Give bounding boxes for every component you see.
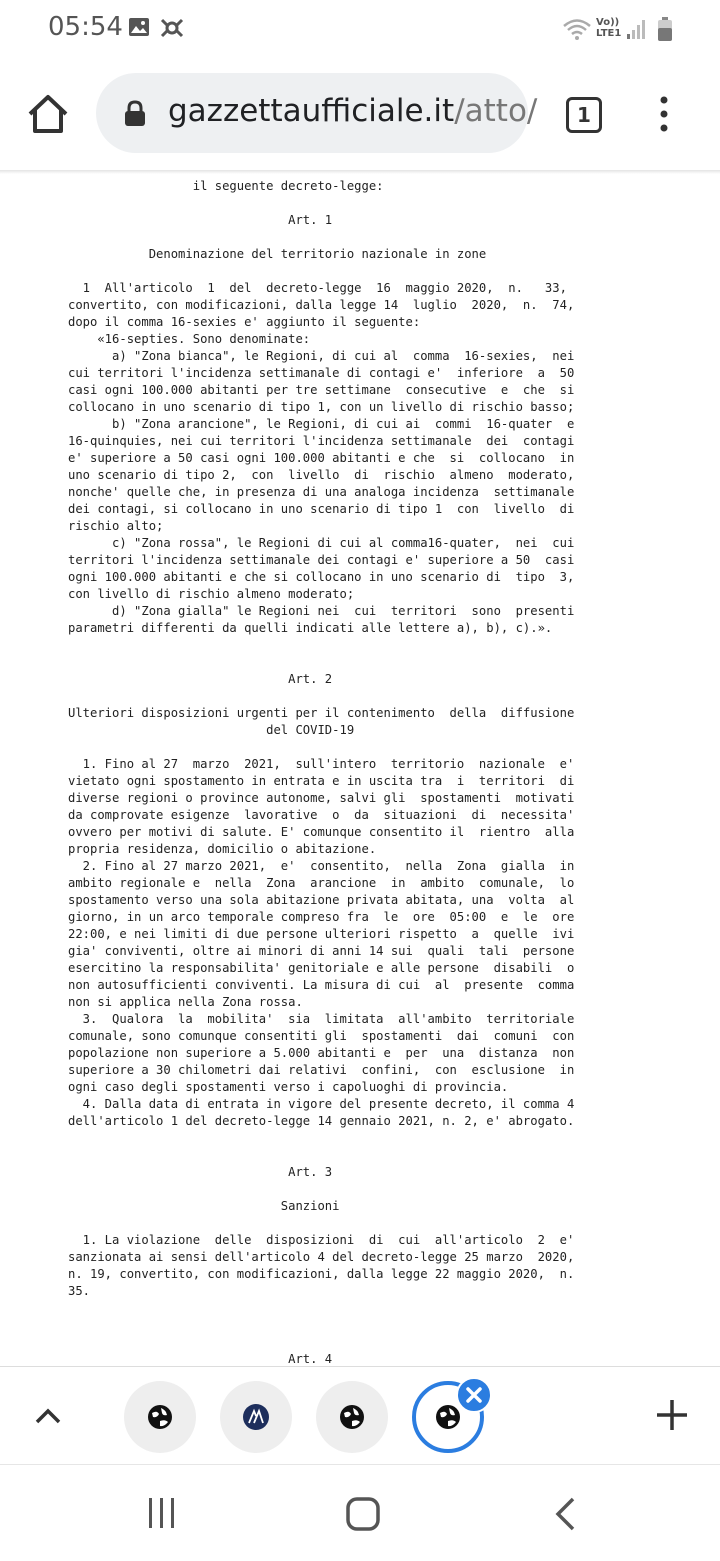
lock-icon	[124, 101, 146, 131]
wifi-icon	[562, 18, 592, 44]
globe-icon	[147, 1404, 173, 1430]
doc-line: parametri differenti da quelli indicati alle lettere a), b), c).».	[68, 621, 553, 635]
status-time: 05:54	[48, 12, 123, 42]
doc-line: 4. Dalla data di entrata in vigore del presente decreto, il comma 4	[68, 1097, 575, 1111]
network-label: Vo)) LTE1	[596, 17, 622, 39]
app-notification-icon	[160, 16, 184, 44]
doc-line: Ulteriori disposizioni urgenti per il contenimento della diffusione	[68, 706, 575, 720]
doc-line: superiore a 30 chilometri dai relativi confini, con esclusione in	[68, 1063, 575, 1077]
doc-line: 1 All'articolo 1 del decreto-legge 16 maggio 2020, n. 33,	[68, 281, 567, 295]
doc-line: 3. Qualora la mobilita' sia limitata all'ambito territoriale	[68, 1012, 575, 1026]
doc-line: collocano in uno scenario di tipo 1, con un livello di rischio basso;	[68, 400, 575, 414]
doc-line: Denominazione del territorio nazionale in zone	[68, 247, 487, 261]
globe-icon	[339, 1404, 365, 1430]
doc-line: propria residenza, domicilio o abitazione.	[68, 842, 377, 856]
doc-line: Art. 1	[68, 213, 333, 227]
doc-line: «16-septies. Sono denominate:	[68, 332, 311, 346]
doc-line: 1. La violazione delle disposizioni di cui all'articolo 2 e'	[68, 1233, 575, 1247]
doc-line: 2. Fino al 27 marzo 2021, e' consentito, nella Zona gialla in	[68, 859, 575, 873]
doc-line: il seguente decreto-legge:	[68, 179, 384, 193]
site-logo-icon	[243, 1404, 269, 1430]
doc-line: dopo il comma 16-sexies e' aggiunto il seguente:	[68, 315, 421, 329]
tab-bar	[0, 1366, 720, 1465]
document-body	[68, 178, 588, 1366]
doc-line: vietato ogni spostamento in entrata e in uscita tra i territori di	[68, 774, 575, 788]
doc-line: diverse regioni o province autonome, salvi gli spostamenti motivati	[68, 791, 575, 805]
decree-text	[68, 178, 588, 1368]
doc-line: Sanzioni	[68, 1199, 340, 1213]
url-text[interactable]	[168, 93, 537, 129]
doc-line: 1. Fino al 27 marzo 2021, sull'intero territorio nazionale e'	[68, 757, 575, 771]
doc-line: sanzionata ai sensi dell'articolo 4 del decreto-legge 25 marzo 2020,	[68, 1250, 575, 1264]
doc-line: uno scenario di tipo 2, con livello di rischio almeno moderato,	[68, 468, 575, 482]
battery-icon	[657, 17, 673, 47]
doc-line: del COVID-19	[68, 723, 355, 737]
doc-line: casi ogni 100.000 abitanti per tre settimane consecutive e che si	[68, 383, 575, 397]
system-nav-bar	[0, 1464, 720, 1561]
doc-line: non autosufficienti conviventi. La misura di cui al presente comma	[68, 978, 575, 992]
doc-line: ambito regionale e nella Zona arancione in ambito comunale, lo	[68, 876, 575, 890]
doc-line: b) "Zona arancione", le Regioni, di cui ai commi 16-quater e	[68, 417, 575, 431]
tab-thumbnail-2[interactable]	[220, 1381, 292, 1453]
chevron-up-icon[interactable]	[34, 1405, 62, 1429]
url-domain: gazzettaufficiale.it	[168, 93, 455, 129]
close-tab-icon[interactable]	[456, 1377, 492, 1413]
doc-line: esercitino la responsabilita' genitoriale e alle persone disabili o	[68, 961, 575, 975]
doc-line: con livello di rischio almeno moderato;	[68, 587, 355, 601]
doc-line: d) "Zona gialla" le Regioni nei cui territori sono presenti	[68, 604, 575, 618]
toolbar-shadow	[0, 170, 720, 174]
doc-line: nonche' quelle che, in presenza di una analoga incidenza settimanale	[68, 485, 575, 499]
doc-line: non si applica nella Zona rossa.	[68, 995, 303, 1009]
recent-apps-icon[interactable]	[146, 1497, 178, 1533]
doc-line: ogni 100.000 abitanti e che si collocano in uno scenario di tipo 3,	[68, 570, 575, 584]
status-bar	[0, 0, 720, 60]
browser-toolbar	[0, 60, 720, 170]
doc-line: 22:00, e nei limiti di due persone ulteriori rispetto a quelle ivi	[68, 927, 575, 941]
tab-thumbnail-1[interactable]	[124, 1381, 196, 1453]
home-icon[interactable]	[26, 92, 70, 136]
doc-line: popolazione non superiore a 5.000 abitanti e per una distanza non	[68, 1046, 575, 1060]
doc-line: ovvero per motivi di salute. E' comunque consentito il rientro alla	[68, 825, 575, 839]
new-tab-icon[interactable]	[654, 1397, 690, 1437]
more-menu-icon[interactable]	[654, 96, 674, 136]
gallery-icon	[128, 16, 150, 42]
doc-line: Art. 2	[68, 672, 333, 686]
doc-line: territori l'incidenza settimanale dei contagi e' superiore a 50 casi	[68, 553, 575, 567]
doc-line: c) "Zona rossa", le Regioni di cui al comma16-quater, nei cui	[68, 536, 575, 550]
doc-line: gia' conviventi, oltre ai minori di anni 14 sui quali tali persone	[68, 944, 575, 958]
doc-line: giorno, in un arco temporale compreso fra le ore 05:00 e le ore	[68, 910, 575, 924]
doc-line: rischio alto;	[68, 519, 164, 533]
doc-line: cui territori l'incidenza settimanale di contagi e' inferiore a 50	[68, 366, 575, 380]
back-icon[interactable]	[554, 1497, 576, 1535]
doc-line: Art. 3	[68, 1165, 333, 1179]
doc-line: Art. 4	[68, 1352, 333, 1366]
tab-thumbnail-3[interactable]	[316, 1381, 388, 1453]
doc-line: convertito, con modificazioni, dalla legge 14 luglio 2020, n. 74,	[68, 298, 575, 312]
address-bar[interactable]	[96, 73, 538, 153]
doc-line: a) "Zona bianca", le Regioni, di cui al comma 16-sexies, nei	[68, 349, 575, 363]
doc-line: ogni caso degli spostamenti verso i capoluoghi di provincia.	[68, 1080, 509, 1094]
doc-line: 16-quinquies, nei cui territori l'incidenza settimanale dei contagi	[68, 434, 575, 448]
doc-line: e' superiore a 50 casi ogni 100.000 abitanti e che si collocano in	[68, 451, 575, 465]
signal-icon	[626, 18, 646, 44]
tab-switcher-button[interactable]: 1	[566, 97, 602, 133]
doc-line: dei contagi, si collocano in uno scenario di tipo 1 con livello di	[68, 502, 575, 516]
doc-line: spostamento verso una sola abitazione privata abitata, una volta al	[68, 893, 575, 907]
doc-line: comunale, sono comunque consentiti gli spostamenti dai comuni con	[68, 1029, 575, 1043]
doc-line: da comprovate esigenze lavorative o da situazioni di necessita'	[68, 808, 575, 822]
home-nav-icon[interactable]	[346, 1497, 380, 1535]
url-path: /atto/	[454, 93, 538, 129]
doc-line: dell'articolo 1 del decreto-legge 14 gennaio 2021, n. 2, e' abrogato.	[68, 1114, 575, 1128]
doc-line: 35.	[68, 1284, 91, 1298]
doc-line: n. 19, convertito, con modificazioni, dalla legge 22 maggio 2020, n.	[68, 1267, 575, 1281]
